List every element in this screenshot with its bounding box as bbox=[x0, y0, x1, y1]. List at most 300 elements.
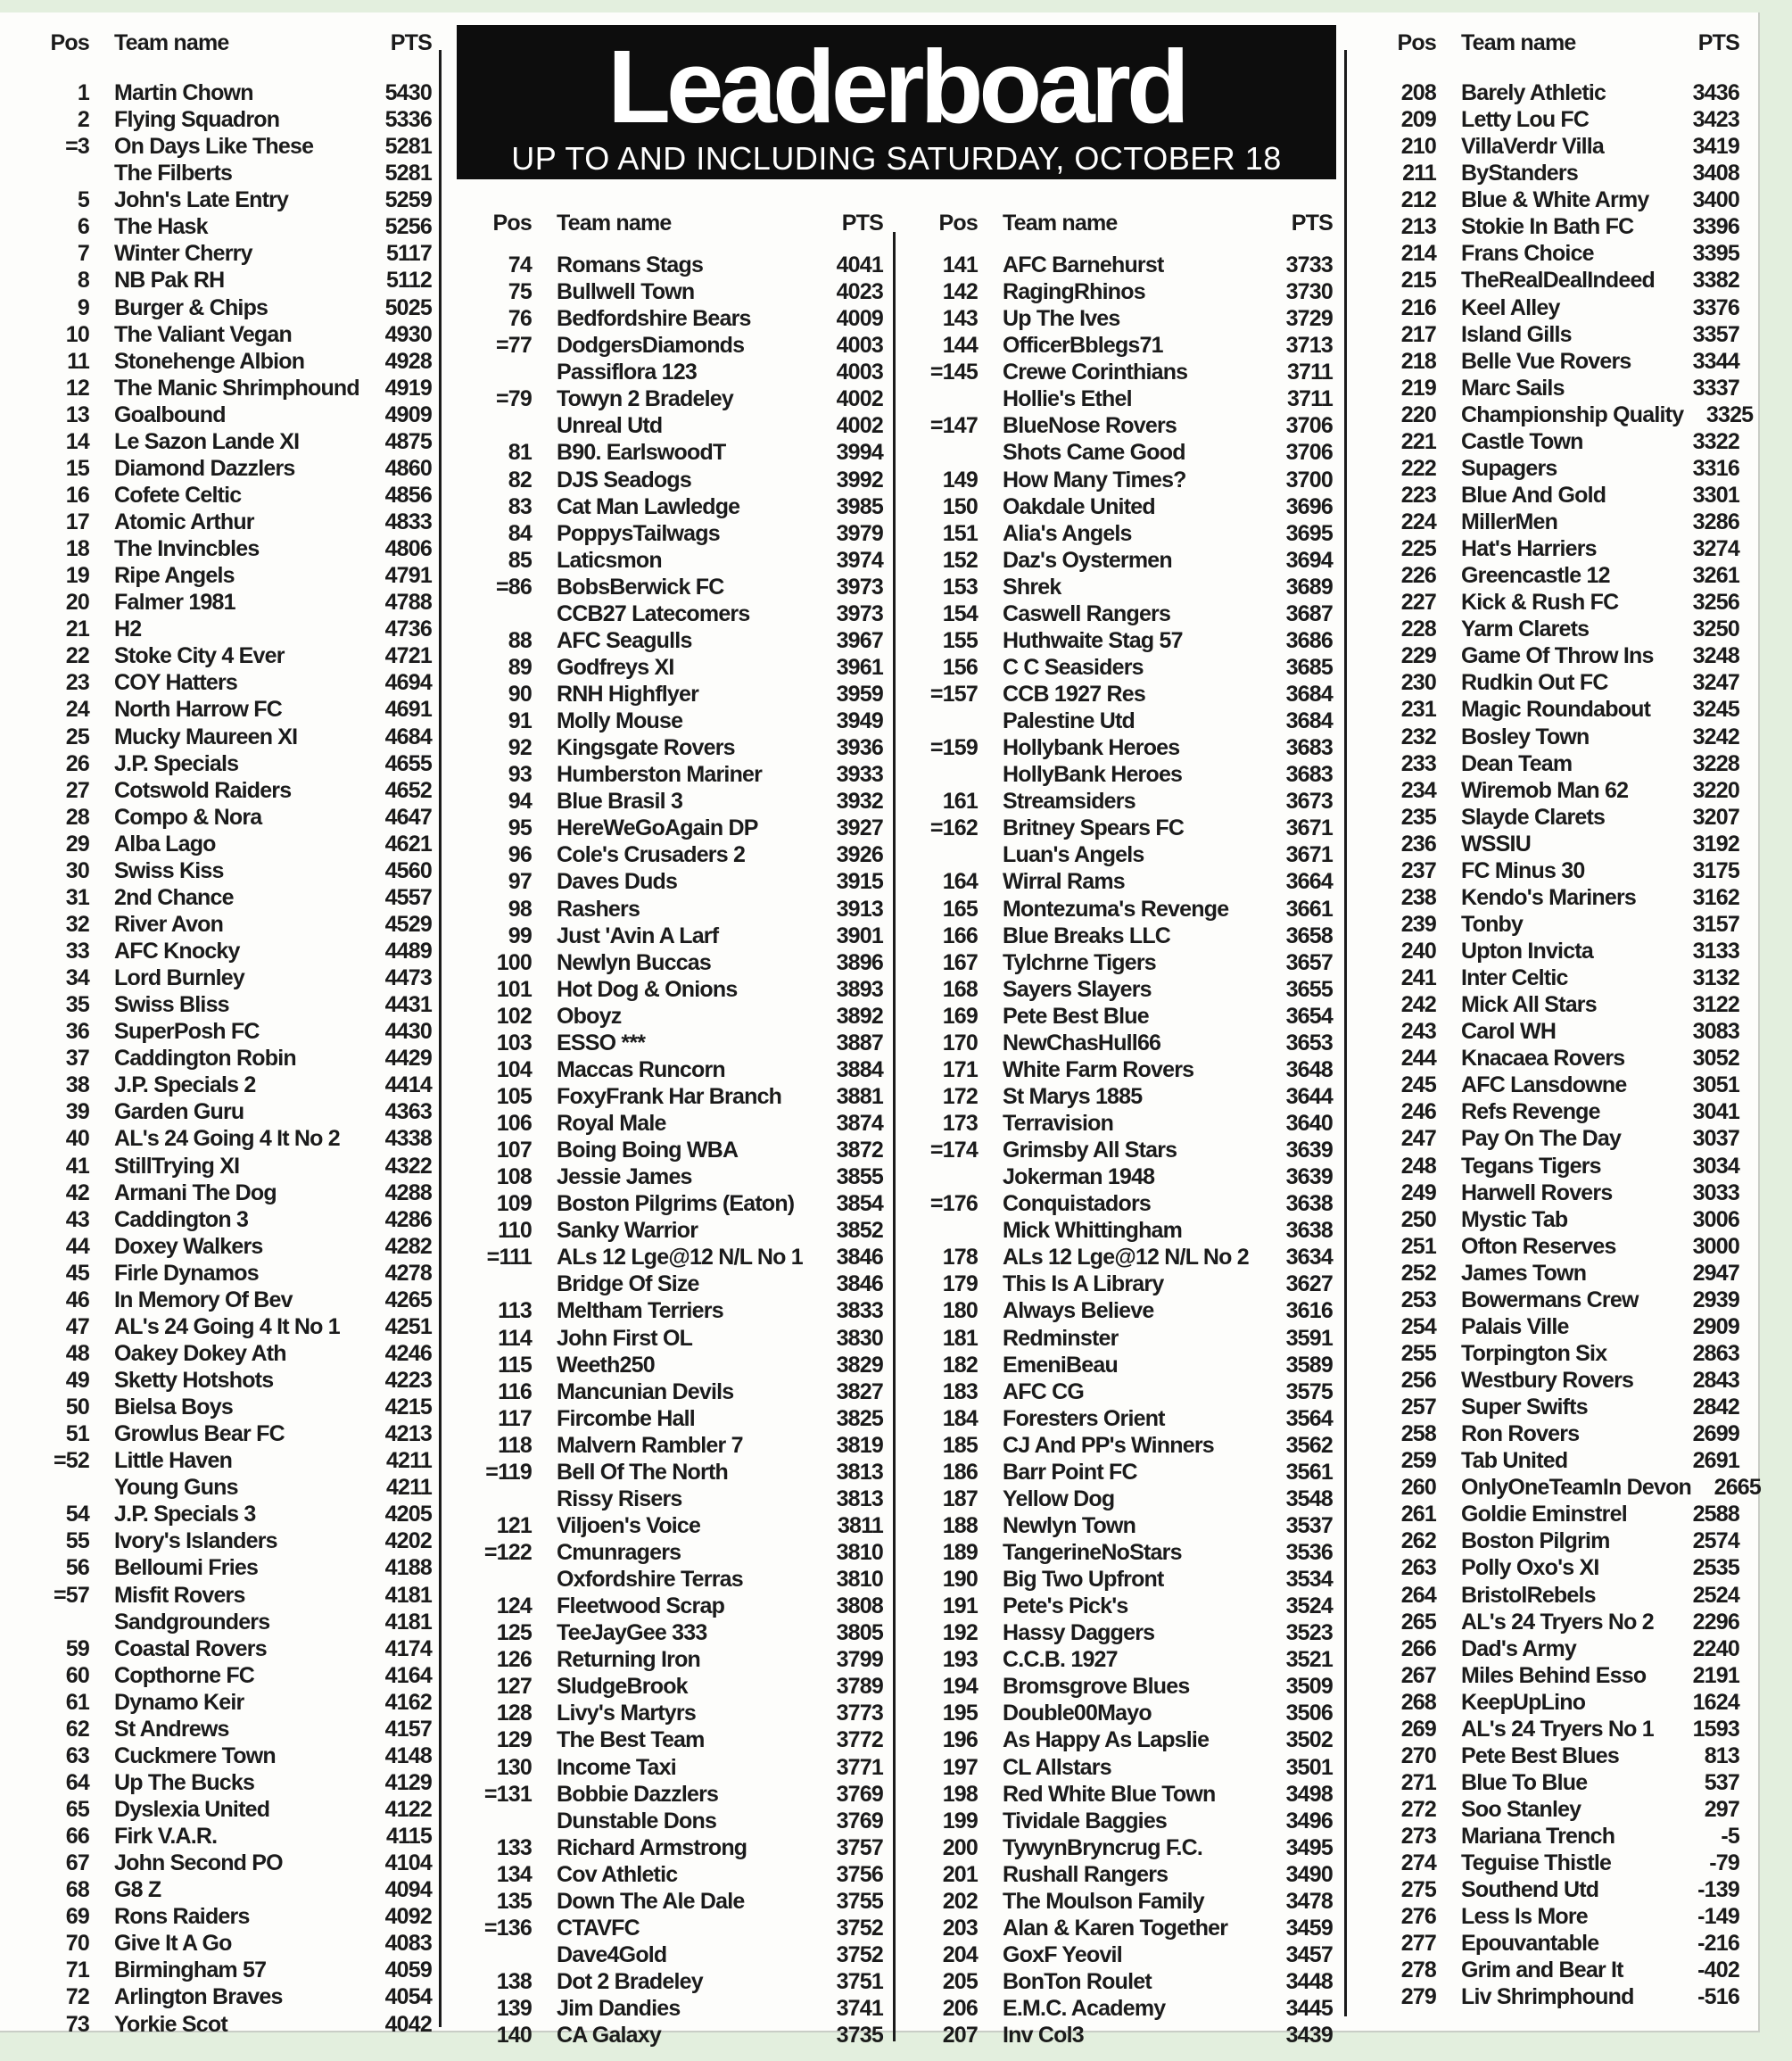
position: 84 bbox=[508, 520, 532, 546]
position: 37 bbox=[65, 1046, 89, 1072]
position: 239 bbox=[1400, 911, 1436, 937]
position: 89 bbox=[508, 654, 532, 680]
points: 2699 bbox=[1692, 1421, 1739, 1447]
team-name: Flying Squadron bbox=[114, 107, 280, 133]
team-name: Swiss Kiss bbox=[114, 857, 224, 883]
points: 3901 bbox=[836, 923, 883, 948]
team-name: Upton Invicta bbox=[1461, 939, 1593, 964]
position: 100 bbox=[496, 949, 532, 975]
position: 56 bbox=[65, 1555, 89, 1581]
points: 3286 bbox=[1692, 509, 1739, 534]
points: 3967 bbox=[836, 627, 883, 653]
team-name: Bielsa Boys bbox=[114, 1395, 233, 1420]
team-name: North Harrow FC bbox=[114, 697, 283, 723]
team-name: RagingRhinos bbox=[1003, 279, 1145, 305]
position: 26 bbox=[65, 750, 89, 776]
position: 167 bbox=[942, 949, 978, 975]
table-row bbox=[458, 627, 888, 654]
team-name: Daves Duds bbox=[557, 869, 678, 895]
points: 3854 bbox=[836, 1191, 883, 1217]
points: 4148 bbox=[384, 1742, 432, 1768]
team-name: H2 bbox=[114, 617, 142, 642]
team-name: Copthorne FC bbox=[114, 1662, 255, 1688]
points: 4059 bbox=[384, 1958, 432, 1983]
position: 15 bbox=[65, 455, 89, 481]
table-row bbox=[16, 455, 437, 482]
position: 34 bbox=[65, 965, 89, 991]
position: 245 bbox=[1400, 1072, 1436, 1098]
position: 161 bbox=[942, 789, 978, 815]
position: 212 bbox=[1400, 187, 1436, 213]
team-name: Swiss Bliss bbox=[114, 992, 229, 1018]
position: 277 bbox=[1400, 1931, 1436, 1957]
points: 3752 bbox=[836, 1941, 883, 1967]
team-name: Ofton Reserves bbox=[1461, 1233, 1616, 1259]
table-row bbox=[904, 1861, 1338, 1888]
table-row bbox=[16, 1260, 437, 1287]
table-row bbox=[458, 1941, 888, 1968]
table-row bbox=[458, 1781, 888, 1808]
table-row bbox=[904, 1056, 1338, 1083]
table-row bbox=[458, 1378, 888, 1405]
team-name: Boston Pilgrims (Eaton) bbox=[557, 1191, 795, 1217]
table-row bbox=[16, 1098, 437, 1125]
points: -5 bbox=[1721, 1824, 1739, 1850]
team-name: Misfit Rovers bbox=[114, 1582, 245, 1608]
points: 3562 bbox=[1285, 1432, 1333, 1458]
position: =77 bbox=[495, 333, 532, 359]
team-name: Dean Team bbox=[1461, 750, 1573, 776]
position: 19 bbox=[65, 563, 89, 589]
table-row bbox=[16, 321, 437, 348]
team-name: The Moulson Family bbox=[1003, 1888, 1204, 1914]
team-name: CJ And PP's Winners bbox=[1003, 1432, 1214, 1458]
team-name: Alba Lago bbox=[114, 831, 216, 857]
table-row bbox=[458, 385, 888, 412]
pos-header: Pos bbox=[492, 211, 532, 236]
position: 32 bbox=[65, 911, 89, 937]
team-name: Soo Stanley bbox=[1461, 1797, 1581, 1822]
position: 170 bbox=[942, 1030, 978, 1055]
table-row bbox=[904, 1030, 1338, 1056]
position: 270 bbox=[1400, 1742, 1436, 1768]
table-row bbox=[458, 1271, 888, 1297]
position: 139 bbox=[496, 1996, 532, 2022]
team-name: FC Minus 30 bbox=[1461, 857, 1585, 883]
table-row bbox=[458, 1995, 888, 2022]
table-row bbox=[458, 1432, 888, 1459]
points: 3638 bbox=[1285, 1191, 1333, 1217]
team-name: Pete's Pick's bbox=[1003, 1593, 1128, 1619]
position: =131 bbox=[483, 1781, 532, 1807]
table-row bbox=[16, 1125, 437, 1152]
table-row bbox=[1363, 1098, 1745, 1125]
points: 537 bbox=[1704, 1769, 1739, 1795]
table-row bbox=[16, 1957, 437, 1983]
table-row bbox=[458, 252, 888, 278]
table-row bbox=[904, 1405, 1338, 1432]
points: 3445 bbox=[1285, 1996, 1333, 2022]
team-name: Blue Brasil 3 bbox=[557, 789, 683, 815]
team-name: Oakdale United bbox=[1003, 493, 1155, 519]
team-name: BobsBerwick FC bbox=[557, 574, 724, 600]
table-row bbox=[904, 574, 1338, 600]
position: 199 bbox=[942, 1808, 978, 1833]
points: 3872 bbox=[836, 1138, 883, 1163]
table-row bbox=[458, 681, 888, 708]
column-header bbox=[16, 25, 437, 66]
table-row bbox=[904, 815, 1338, 841]
points: 4174 bbox=[384, 1635, 432, 1661]
table-row bbox=[458, 305, 888, 332]
team-name: Dot 2 Bradeley bbox=[557, 1969, 703, 1994]
table-row bbox=[904, 1673, 1338, 1700]
team-name: Birmingham 57 bbox=[114, 1958, 267, 1983]
position: 217 bbox=[1400, 321, 1436, 347]
position: 62 bbox=[65, 1716, 89, 1742]
points: 3671 bbox=[1285, 842, 1333, 868]
position: 179 bbox=[942, 1271, 978, 1297]
table-row bbox=[1363, 857, 1745, 884]
table-row bbox=[458, 1137, 888, 1163]
table-row bbox=[1363, 1447, 1745, 1474]
points: 4211 bbox=[385, 1448, 432, 1474]
team-name: Dyslexia United bbox=[114, 1797, 270, 1822]
points: 2665 bbox=[1714, 1475, 1762, 1501]
position bbox=[16, 1474, 95, 1501]
table-row bbox=[16, 562, 437, 589]
team-name: John Second PO bbox=[114, 1850, 283, 1876]
team-name: Dynamo Keir bbox=[114, 1689, 244, 1715]
points: 3771 bbox=[836, 1754, 883, 1780]
position: 236 bbox=[1400, 831, 1436, 857]
team-name: AFC Lansdowne bbox=[1461, 1072, 1627, 1098]
position: 104 bbox=[496, 1056, 532, 1082]
position: 156 bbox=[942, 654, 978, 680]
table-row bbox=[1363, 348, 1745, 375]
team-name: Malvern Rambler 7 bbox=[557, 1432, 743, 1458]
team-name: Godfreys XI bbox=[557, 654, 674, 680]
table-row bbox=[16, 1340, 437, 1367]
team-name: Stonehenge Albion bbox=[114, 348, 305, 374]
table-row bbox=[1363, 106, 1745, 133]
table-row bbox=[16, 1662, 437, 1689]
team-name: Luan's Angels bbox=[1003, 842, 1144, 868]
team-name: Tab United bbox=[1461, 1448, 1568, 1474]
points: 3639 bbox=[1285, 1138, 1333, 1163]
position: 1 bbox=[77, 80, 89, 105]
points: 3985 bbox=[836, 493, 883, 519]
table-row bbox=[16, 1447, 437, 1474]
position bbox=[458, 412, 537, 439]
team-name: Wiremob Man 62 bbox=[1461, 777, 1629, 803]
team-name: Returning Iron bbox=[557, 1647, 701, 1673]
team-name: WSSIU bbox=[1461, 831, 1531, 857]
points: 2191 bbox=[1692, 1662, 1739, 1688]
position: 126 bbox=[496, 1647, 532, 1673]
points: 4489 bbox=[384, 939, 432, 964]
team-name: Cmunragers bbox=[557, 1540, 681, 1565]
table-row bbox=[904, 1700, 1338, 1726]
position: 262 bbox=[1400, 1528, 1436, 1554]
points: 3673 bbox=[1285, 789, 1333, 815]
position: 142 bbox=[942, 279, 978, 305]
points: 3887 bbox=[836, 1030, 883, 1055]
position: 168 bbox=[942, 976, 978, 1002]
points: 3915 bbox=[836, 869, 883, 895]
table-row bbox=[16, 267, 437, 294]
points: 297 bbox=[1704, 1797, 1739, 1822]
position: 222 bbox=[1400, 455, 1436, 481]
position: 268 bbox=[1400, 1689, 1436, 1715]
team-name: Little Haven bbox=[114, 1448, 233, 1474]
points: 3400 bbox=[1692, 187, 1739, 213]
team-name: Letty Lou FC bbox=[1461, 107, 1590, 133]
team-name: Mick Whittingham bbox=[1003, 1218, 1183, 1244]
table-row bbox=[904, 1163, 1338, 1190]
points: 3589 bbox=[1285, 1352, 1333, 1378]
team-name: ALs 12 Lge@12 N/L No 2 bbox=[1003, 1245, 1249, 1271]
table-row bbox=[1363, 428, 1745, 455]
position: 29 bbox=[65, 831, 89, 857]
table-row bbox=[16, 831, 437, 857]
position: 41 bbox=[65, 1153, 89, 1179]
table-row bbox=[458, 654, 888, 681]
position: 164 bbox=[942, 869, 978, 895]
column-divider bbox=[893, 232, 896, 2041]
team-name: BlueNose Rovers bbox=[1003, 413, 1177, 439]
points: 4215 bbox=[384, 1395, 432, 1420]
position: 46 bbox=[65, 1287, 89, 1312]
position: 169 bbox=[942, 1003, 978, 1029]
points: 4181 bbox=[384, 1609, 432, 1635]
points: 2296 bbox=[1692, 1609, 1739, 1635]
table-row bbox=[458, 1486, 888, 1512]
team-name: Torpington Six bbox=[1461, 1340, 1607, 1366]
position: 138 bbox=[496, 1969, 532, 1994]
position: 203 bbox=[942, 1915, 978, 1941]
position: 206 bbox=[942, 1996, 978, 2022]
position: 128 bbox=[496, 1701, 532, 1726]
points: 3730 bbox=[1285, 279, 1333, 305]
table-row bbox=[1363, 938, 1745, 964]
team-name: Diamond Dazzlers bbox=[114, 455, 295, 481]
team-name: Shrek bbox=[1003, 574, 1061, 600]
table-row bbox=[16, 911, 437, 938]
table-row bbox=[1363, 991, 1745, 1018]
position: 55 bbox=[65, 1528, 89, 1554]
position: 85 bbox=[508, 547, 532, 573]
points: 3683 bbox=[1285, 735, 1333, 761]
points: 4621 bbox=[384, 831, 432, 857]
position: 43 bbox=[65, 1206, 89, 1232]
points: 3220 bbox=[1692, 777, 1739, 803]
points: 4529 bbox=[384, 911, 432, 937]
points: 5281 bbox=[384, 134, 432, 160]
points: 5256 bbox=[384, 214, 432, 240]
content-panel bbox=[0, 12, 1762, 2049]
points: 3245 bbox=[1692, 697, 1739, 723]
table-row bbox=[1363, 911, 1745, 938]
points: 3992 bbox=[836, 467, 883, 492]
position: 226 bbox=[1400, 563, 1436, 589]
position: 152 bbox=[942, 547, 978, 573]
team-name: Ron Rovers bbox=[1461, 1421, 1580, 1447]
column-divider bbox=[439, 50, 442, 2027]
team-name: C.C.B. 1927 bbox=[1003, 1647, 1118, 1673]
team-name: Meltham Terriers bbox=[557, 1298, 723, 1324]
table-row bbox=[1363, 321, 1745, 348]
team-name: TangerineNoStars bbox=[1003, 1540, 1182, 1565]
table-row bbox=[458, 1915, 888, 1941]
team-name: Bowermans Crew bbox=[1461, 1287, 1639, 1312]
position: 228 bbox=[1400, 617, 1436, 642]
column-header bbox=[458, 205, 888, 246]
team-name: Caddington Robin bbox=[114, 1046, 296, 1072]
points: 4122 bbox=[384, 1797, 432, 1822]
team-name: Polly Oxo's XI bbox=[1461, 1555, 1599, 1581]
points: 4833 bbox=[384, 509, 432, 534]
points: 3536 bbox=[1285, 1540, 1333, 1565]
team-name: Bullwell Town bbox=[557, 279, 695, 305]
team-name: Rons Raiders bbox=[114, 1904, 250, 1930]
table-row bbox=[458, 1110, 888, 1137]
table-row bbox=[1363, 1474, 1762, 1501]
team-name: G8 Z bbox=[114, 1877, 161, 1903]
table-row bbox=[16, 938, 437, 964]
position: 243 bbox=[1400, 1019, 1436, 1045]
points: 3337 bbox=[1692, 375, 1739, 401]
points: 4265 bbox=[384, 1287, 432, 1312]
table-row bbox=[458, 467, 888, 493]
table-row bbox=[16, 401, 437, 428]
position: 244 bbox=[1400, 1046, 1436, 1072]
position: 65 bbox=[65, 1797, 89, 1822]
position: 88 bbox=[508, 627, 532, 653]
table-row bbox=[458, 734, 888, 761]
points: 3846 bbox=[836, 1271, 883, 1297]
table-row bbox=[458, 547, 888, 574]
position: 172 bbox=[942, 1083, 978, 1109]
table-row bbox=[904, 278, 1338, 305]
team-name: GoxF Yeovil bbox=[1003, 1941, 1122, 1967]
position: 68 bbox=[65, 1877, 89, 1903]
points: 4002 bbox=[836, 413, 883, 439]
table-row bbox=[16, 1983, 437, 2010]
team-name: Grimsby All Stars bbox=[1003, 1138, 1177, 1163]
team-name: NewChasHull66 bbox=[1003, 1030, 1161, 1055]
points: 3936 bbox=[836, 735, 883, 761]
column-divider bbox=[1344, 50, 1347, 2016]
position: 9 bbox=[77, 294, 89, 320]
position: 72 bbox=[65, 1984, 89, 2010]
team-name: Martin Chown bbox=[114, 80, 253, 105]
team-name: Stoke City 4 Ever bbox=[114, 643, 285, 669]
points: 3829 bbox=[836, 1352, 883, 1378]
table-row bbox=[458, 1834, 888, 1861]
position: =159 bbox=[929, 735, 978, 761]
table-row bbox=[904, 1726, 1338, 1753]
table-row bbox=[1363, 1876, 1745, 1903]
position bbox=[458, 1941, 537, 1968]
points: 3524 bbox=[1285, 1593, 1333, 1619]
position: 90 bbox=[508, 682, 532, 707]
points: 3655 bbox=[1285, 976, 1333, 1002]
team-name: TeeJayGee 333 bbox=[557, 1620, 707, 1646]
points: 3639 bbox=[1285, 1164, 1333, 1190]
team-name: River Avon bbox=[114, 911, 224, 937]
position: 251 bbox=[1400, 1233, 1436, 1259]
position: 20 bbox=[65, 590, 89, 616]
position bbox=[458, 600, 537, 627]
team-name: J.P. Specials 3 bbox=[114, 1502, 256, 1527]
position: 95 bbox=[508, 815, 532, 841]
table-row bbox=[1363, 696, 1745, 723]
table-row bbox=[1363, 455, 1745, 482]
banner-subtitle: UP TO AND INCLUDING SATURDAY, OCTOBER 18 bbox=[511, 140, 1282, 177]
team-name: Boston Pilgrim bbox=[1461, 1528, 1610, 1554]
team-name: Livy's Martyrs bbox=[557, 1701, 696, 1726]
team-name: CCB 1927 Res bbox=[1003, 682, 1145, 707]
points: 3478 bbox=[1285, 1888, 1333, 1914]
table-row bbox=[1363, 669, 1745, 696]
leaderboard-column-3 bbox=[904, 205, 1338, 2049]
position: 198 bbox=[942, 1781, 978, 1807]
team-name: Bromsgrove Blues bbox=[1003, 1674, 1190, 1700]
position: 184 bbox=[942, 1405, 978, 1431]
table-row bbox=[1363, 1072, 1745, 1098]
position bbox=[904, 841, 983, 868]
team-name: Supagers bbox=[1461, 455, 1557, 481]
team-name: AFC Knocky bbox=[114, 939, 240, 964]
table-row bbox=[458, 788, 888, 815]
points: 3932 bbox=[836, 789, 883, 815]
rows-container bbox=[1363, 79, 1762, 2011]
points: 3501 bbox=[1285, 1754, 1333, 1780]
points: 3506 bbox=[1285, 1701, 1333, 1726]
team-name: Alan & Karen Together bbox=[1003, 1915, 1228, 1941]
table-row bbox=[904, 1297, 1338, 1324]
points: 4694 bbox=[384, 670, 432, 696]
position: 36 bbox=[65, 1019, 89, 1045]
position: 173 bbox=[942, 1111, 978, 1136]
team-name: The Invincbles bbox=[114, 536, 260, 562]
position: 49 bbox=[65, 1368, 89, 1393]
team-name: Greencastle 12 bbox=[1461, 563, 1610, 589]
team-name: Barr Point FC bbox=[1003, 1459, 1137, 1485]
position: 193 bbox=[942, 1647, 978, 1673]
position: 51 bbox=[65, 1421, 89, 1447]
table-row bbox=[16, 1206, 437, 1233]
team-name: The Filberts bbox=[114, 161, 233, 186]
team-name: Redminster bbox=[1003, 1325, 1119, 1351]
position: 30 bbox=[65, 857, 89, 883]
position bbox=[904, 1163, 983, 1190]
table-row bbox=[904, 1271, 1338, 1297]
table-row bbox=[16, 1930, 437, 1957]
position: 269 bbox=[1400, 1716, 1436, 1742]
team-name: Caddington 3 bbox=[114, 1206, 249, 1232]
table-row bbox=[1363, 616, 1745, 642]
position bbox=[904, 1217, 983, 1244]
table-row bbox=[904, 868, 1338, 895]
team-name: Laticsmon bbox=[557, 547, 662, 573]
points: 4278 bbox=[384, 1260, 432, 1286]
position bbox=[904, 385, 983, 412]
team-name: Down The Ale Dale bbox=[557, 1888, 745, 1914]
table-row bbox=[904, 841, 1338, 868]
points: 3713 bbox=[1285, 333, 1333, 359]
